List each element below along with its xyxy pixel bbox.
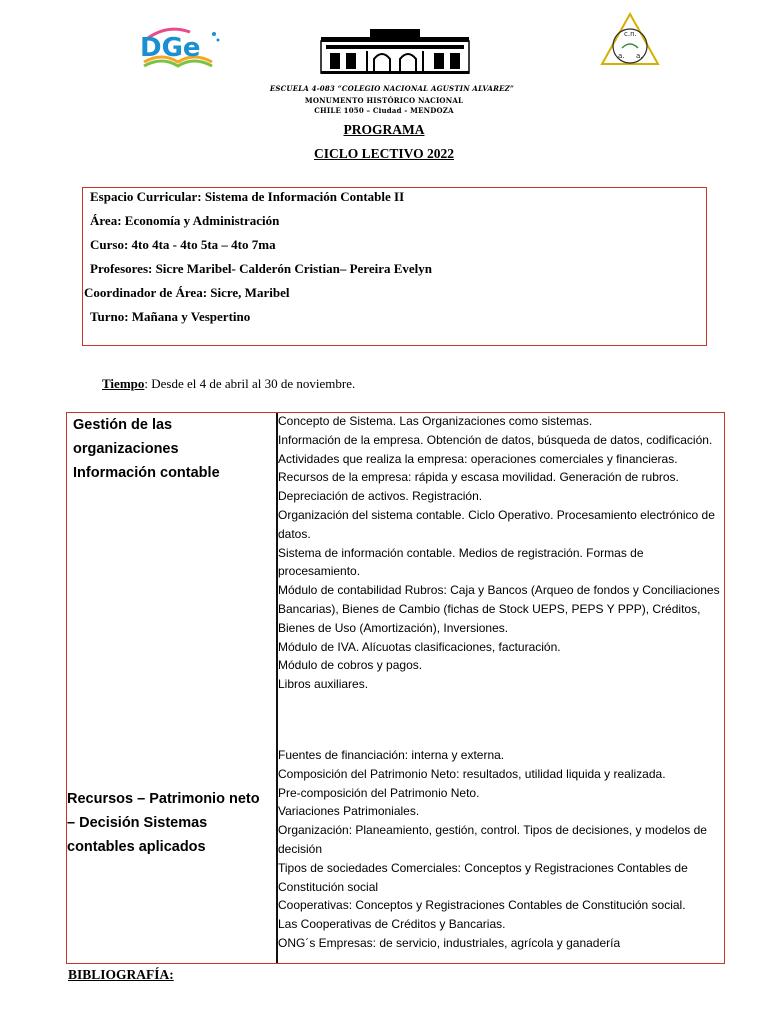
turno-line: Turno: Mañana y Vespertino: [90, 309, 251, 324]
list-item: Cooperativas: Conceptos y Registraciones Contables de Constitución social.: [278, 898, 686, 913]
unit1-title-line: organizaciones: [73, 441, 179, 457]
unit2-title-line: Recursos – Patrimonio neto: [67, 791, 260, 807]
list-item: ONG´s Empresas: de servicio, industriales, agrícola y ganadería: [278, 935, 621, 950]
curso-line: Curso: 4to 4ta - 4to 5ta – 4to 7ma: [90, 237, 276, 252]
area-line: Área: Economía y Administración: [90, 213, 280, 228]
list-item: Módulo de IVA. Alícuotas clasificaciones, facturación.: [278, 639, 561, 654]
list-item: Módulo de cobros y pagos.: [278, 658, 423, 673]
list-item: Variaciones Patrimoniales.: [278, 804, 420, 819]
list-item: Actividades que realiza la empresa: operaciones comerciales y financieras.: [278, 451, 678, 466]
tiempo-label: Tiempo: [102, 376, 145, 391]
seal-text-top: c.n.: [624, 30, 637, 38]
list-item: Fuentes de financiación: interna y externa.: [278, 748, 505, 762]
unit1-topics: [278, 412, 723, 694]
seal-text-right: a.: [636, 52, 643, 60]
list-item: Organización: Planeamiento, gestión, control. Tipos de decisiones, y modelos de decisión: [278, 823, 707, 856]
tiempo-line: [102, 376, 355, 392]
unit2-title: [67, 787, 260, 859]
list-item: Concepto de Sistema. Las Organizaciones como sistemas.: [278, 414, 593, 428]
list-item: Depreciación de activos. Registración.: [278, 489, 483, 504]
monument-label: MONUMENTO HISTÓRICO NACIONAL: [304, 96, 464, 105]
profesores-line: Profesores: Sicre Maribel- Calderón Cristian– Pereira Evelyn: [90, 261, 433, 276]
unit1-title-line: Gestión de las: [73, 417, 173, 433]
list-item: Información de la empresa. Obtención de datos, búsqueda de datos, codificación.: [278, 432, 713, 447]
coordinador-line: Coordinador de Área: Sicre, Maribel: [84, 285, 290, 300]
dge-logo: [138, 22, 222, 76]
course-info-box: [82, 187, 707, 346]
list-item: Organización del sistema contable. Ciclo Operativo. Procesamiento electrónico de datos.: [278, 507, 715, 541]
unit2-title-line: – Decisión Sistemas: [67, 815, 208, 831]
unit2-title-line: contables aplicados: [67, 839, 206, 855]
list-item: Pre-composición del Patrimonio Neto.: [278, 785, 480, 800]
tiempo-value: Desde el 4 de abril al 30 de noviembre.: [148, 376, 356, 391]
espacio-curricular: Espacio Curricular: Sistema de Información Contable II: [90, 189, 405, 204]
unit1-title-line: Información contable: [73, 465, 220, 481]
list-item: Composición del Patrimonio Neto: resultados, utilidad liquida y realizada.: [278, 766, 666, 781]
list-item: Libros auxiliares.: [278, 677, 369, 692]
dge-logo-text: DGe: [140, 33, 201, 63]
list-item: Módulo de contabilidad Rubros: Caja y Bancos (Arqueo de fondos y Conciliaciones Bancarias), Bienes de Cambio (fichas de Stock UEPS, PEPS Y PPP), Créditos, Bienes de Uso (Amortización), Inversiones.: [278, 583, 720, 635]
list-item: Tipos de sociedades Comerciales: Conceptos y Registraciones Contables de Constitución social: [278, 860, 688, 894]
unit1-title: [73, 413, 220, 485]
page-title: PROGRAMA: [343, 122, 425, 137]
school-address: CHILE 1050 – Ciudad - MENDOZA: [314, 106, 454, 115]
school-name: ESCUELA 4-083 “COLEGIO NACIONAL AGUSTIN ALVAREZ”: [269, 84, 515, 93]
list-item: Sistema de información contable. Medios de registración. Formas de procesamiento.: [278, 545, 644, 579]
tiempo-colon: :: [144, 376, 149, 391]
list-item: Las Cooperativas de Créditos y Bancarias.: [278, 917, 506, 932]
program-table: [66, 412, 725, 964]
list-item: Recursos de la empresa: rápida y escasa movilidad. Generación de rubros.: [278, 470, 679, 485]
bibliografia-heading: BIBLIOGRAFÍA:: [68, 967, 174, 982]
school-building-emblem: [320, 27, 470, 75]
page-subtitle: CICLO LECTIVO 2022: [313, 146, 454, 161]
seal-text-left: a.: [618, 52, 625, 60]
cn-aa-seal: [600, 12, 660, 68]
unit2-topics: [278, 746, 723, 953]
